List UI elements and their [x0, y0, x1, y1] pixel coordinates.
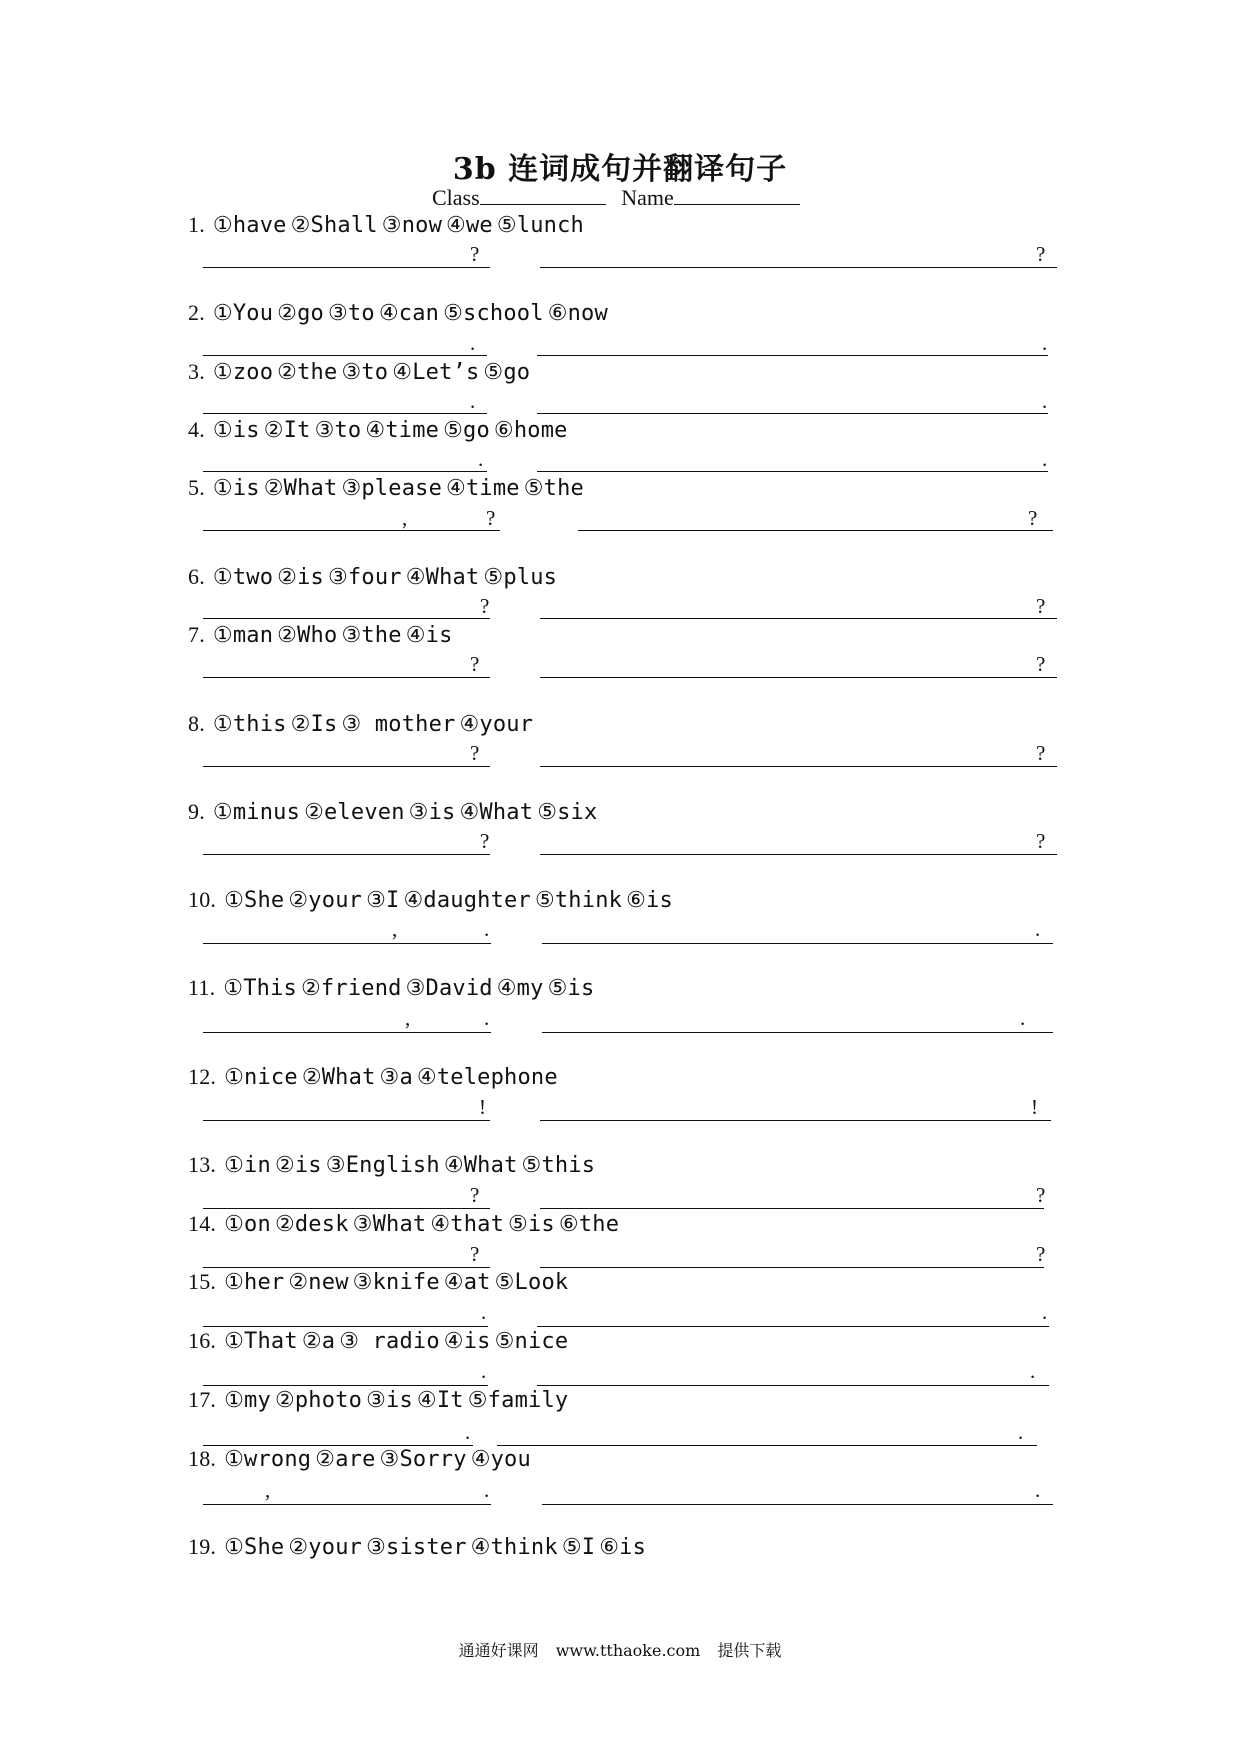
- question-12: [188, 1064, 562, 1090]
- word-option: ⑤think: [534, 888, 623, 913]
- question-number: 12.: [188, 1064, 217, 1089]
- punctuation-mark: ?: [470, 1183, 480, 1207]
- word-option: ④time: [365, 418, 440, 443]
- translation-line[interactable]: [540, 677, 1057, 678]
- answer-line[interactable]: [203, 1326, 488, 1327]
- word-option: ④is: [443, 1329, 491, 1354]
- word-option: ②Shall: [290, 213, 378, 238]
- punctuation-mark: ?: [1036, 1183, 1046, 1207]
- word-option: ①her: [224, 1270, 285, 1295]
- word-option: ③now: [381, 213, 443, 238]
- word-option: ⑤the: [523, 476, 584, 501]
- punctuation-mark: .: [1042, 447, 1048, 471]
- question-9: [188, 799, 601, 825]
- word-option: ④It: [416, 1388, 464, 1413]
- word-option: ①nice: [224, 1065, 298, 1090]
- translation-line[interactable]: [497, 1445, 1037, 1446]
- punctuation-mark: .: [1042, 1300, 1048, 1324]
- question-8: [188, 711, 537, 737]
- translation-line[interactable]: [537, 1385, 1049, 1386]
- translation-line[interactable]: [540, 1208, 1044, 1209]
- punctuation-mark: ?: [1036, 652, 1046, 676]
- question-number: 5.: [188, 475, 205, 500]
- question-number: 3.: [188, 359, 205, 384]
- punctuation-mark: ?: [1036, 741, 1046, 765]
- word-option: ③English: [325, 1153, 440, 1178]
- word-option: ④at: [443, 1270, 491, 1295]
- word-option: ①zoo: [212, 360, 274, 385]
- word-option: ③please: [341, 476, 443, 501]
- question-11: [188, 975, 598, 1001]
- question-number: 18.: [188, 1446, 217, 1471]
- translation-line[interactable]: [537, 471, 1048, 472]
- word-option: ②is: [277, 565, 324, 590]
- question-3: [188, 359, 534, 385]
- word-option: ②It: [263, 418, 311, 443]
- punctuation-mark: ,: [392, 917, 398, 941]
- punctuation-mark: ?: [1036, 829, 1046, 853]
- punctuation-mark: ?: [1036, 242, 1046, 266]
- punctuation-mark: .: [1042, 389, 1048, 413]
- punctuation-mark: ?: [470, 652, 480, 676]
- question-number: 4.: [188, 417, 205, 442]
- question-number: 17.: [188, 1387, 217, 1412]
- punctuation-mark: .: [484, 917, 490, 941]
- word-option: ①this: [212, 712, 287, 737]
- answer-line[interactable]: [203, 267, 490, 268]
- question-number: 1.: [188, 212, 205, 237]
- answer-line[interactable]: [203, 854, 490, 855]
- word-option: ④that: [430, 1212, 505, 1237]
- word-option: ④we: [446, 213, 493, 238]
- question-4: [188, 417, 572, 443]
- question-14: [188, 1211, 623, 1237]
- word-option: ④Let’s: [392, 360, 480, 385]
- word-option: ①She: [224, 1535, 285, 1560]
- word-option: ⑥is: [626, 888, 673, 913]
- question-15: [188, 1269, 572, 1295]
- answer-line[interactable]: [203, 1120, 490, 1121]
- word-option: ⑤go: [483, 360, 531, 385]
- punctuation-mark: ?: [470, 242, 480, 266]
- question-number: 2.: [188, 300, 205, 325]
- word-option: ⑤family: [467, 1388, 569, 1413]
- word-option: ②your: [288, 1535, 363, 1560]
- word-option: ①on: [224, 1212, 271, 1237]
- translation-line[interactable]: [540, 267, 1057, 268]
- word-option: ①She: [224, 888, 285, 913]
- name-blank[interactable]: [674, 184, 800, 205]
- punctuation-mark: .: [1035, 1478, 1041, 1502]
- answer-line[interactable]: [203, 530, 500, 531]
- punctuation-mark: .: [470, 389, 476, 413]
- answer-line[interactable]: [203, 1385, 488, 1386]
- word-option: ④daughter: [403, 888, 531, 913]
- translation-line[interactable]: [540, 1267, 1044, 1268]
- word-option: ②your: [288, 888, 363, 913]
- word-option: ③What: [352, 1212, 427, 1237]
- word-option: ③I: [366, 888, 400, 913]
- word-option: ④can: [378, 301, 440, 326]
- question-13: [188, 1152, 599, 1178]
- question-number: 10.: [188, 887, 217, 912]
- word-option: ④think: [470, 1535, 558, 1560]
- class-blank[interactable]: [480, 184, 606, 205]
- word-option: ⑥the: [558, 1212, 620, 1237]
- question-10: [188, 887, 677, 913]
- word-option: ②a: [301, 1329, 336, 1354]
- translation-line[interactable]: [542, 943, 1053, 944]
- answer-line[interactable]: [203, 677, 490, 678]
- word-option: ③a: [379, 1065, 413, 1090]
- punctuation-mark: ,: [405, 1006, 411, 1030]
- answer-line[interactable]: [203, 1032, 491, 1033]
- word-option: ③to: [328, 301, 375, 326]
- translation-line[interactable]: [540, 766, 1057, 767]
- punctuation-mark: ?: [1036, 1242, 1046, 1266]
- translation-line[interactable]: [540, 854, 1057, 855]
- word-option: ②the: [277, 360, 338, 385]
- word-option: ②friend: [301, 976, 402, 1001]
- question-16: [188, 1328, 572, 1354]
- word-option: ②Is: [290, 712, 338, 737]
- word-option: ⑤plus: [483, 565, 558, 590]
- word-option: ②are: [315, 1447, 376, 1472]
- word-option: ②photo: [274, 1388, 363, 1413]
- question-number: 13.: [188, 1152, 217, 1177]
- answer-line[interactable]: [203, 943, 491, 944]
- question-7: [188, 622, 457, 648]
- question-18: [188, 1446, 535, 1472]
- punctuation-mark: .: [481, 1300, 487, 1324]
- class-label: Class: [432, 185, 480, 210]
- footer: [0, 1638, 1240, 1661]
- punctuation-mark: !: [1031, 1095, 1038, 1119]
- word-option: ②desk: [274, 1212, 349, 1237]
- word-option: ③to: [314, 418, 362, 443]
- punctuation-mark: .: [1035, 917, 1041, 941]
- word-option: ④What: [443, 1153, 518, 1178]
- word-option: ⑤six: [537, 800, 598, 825]
- word-option: ②eleven: [304, 800, 405, 825]
- word-option: ③the: [341, 623, 402, 648]
- answer-line[interactable]: [203, 1208, 490, 1209]
- punctuation-mark: !: [479, 1095, 486, 1119]
- question-number: 7.: [188, 622, 205, 647]
- question-number: 15.: [188, 1269, 217, 1294]
- word-option: ⑤school: [443, 301, 544, 326]
- word-option: ⑤I: [561, 1535, 596, 1560]
- word-option: ⑤Look: [494, 1270, 569, 1295]
- word-option: ①in: [224, 1153, 271, 1178]
- word-option: ④you: [470, 1447, 531, 1472]
- punctuation-mark: .: [1020, 1006, 1026, 1030]
- word-option: ③ radio: [339, 1329, 440, 1354]
- translation-line[interactable]: [578, 530, 1053, 531]
- translation-line[interactable]: [542, 1504, 1053, 1505]
- word-option: ①You: [212, 301, 274, 326]
- punctuation-mark: ?: [470, 1242, 480, 1266]
- word-option: ②is: [274, 1153, 322, 1178]
- word-option: ⑤nice: [494, 1329, 569, 1354]
- punctuation-mark: .: [1030, 1359, 1036, 1383]
- class-name-row: [432, 184, 800, 211]
- word-option: ①wrong: [224, 1447, 312, 1472]
- word-option: ⑥is: [599, 1535, 647, 1560]
- name-label: Name: [621, 185, 674, 210]
- word-option: ③four: [328, 565, 402, 590]
- punctuation-mark: ?: [480, 594, 490, 618]
- punctuation-mark: .: [484, 1006, 490, 1030]
- word-option: ①two: [212, 565, 274, 590]
- question-number: 11.: [188, 975, 216, 1000]
- question-6: [188, 564, 561, 590]
- word-option: ①have: [212, 213, 287, 238]
- word-option: ①This: [223, 976, 297, 1001]
- punctuation-mark: ?: [480, 829, 490, 853]
- word-option: ⑤this: [521, 1153, 596, 1178]
- question-number: 6.: [188, 564, 205, 589]
- word-option: ①That: [224, 1329, 298, 1354]
- word-option: ③to: [341, 360, 389, 385]
- word-option: ④What: [459, 800, 534, 825]
- translation-line[interactable]: [540, 1120, 1051, 1121]
- word-option: ⑥now: [547, 301, 608, 326]
- word-option: ③David: [405, 976, 493, 1001]
- answer-line[interactable]: [203, 766, 490, 767]
- word-option: ⑥home: [493, 418, 568, 443]
- question-5: [188, 475, 588, 501]
- answer-line[interactable]: [203, 471, 487, 472]
- word-option: ④What: [405, 565, 480, 590]
- question-1: [188, 212, 588, 238]
- question-number: 9.: [188, 799, 205, 824]
- word-option: ②What: [301, 1065, 376, 1090]
- word-option: ⑤lunch: [496, 213, 585, 238]
- question-number: 14.: [188, 1211, 217, 1236]
- word-option: ②new: [288, 1270, 349, 1295]
- word-option: ①man: [212, 623, 274, 648]
- translation-line[interactable]: [537, 355, 1048, 356]
- answer-line[interactable]: [203, 1267, 490, 1268]
- page-title: 3b 连词成句并翻译句子: [452, 152, 788, 187]
- footer-suffix: 提供下载: [717, 1641, 782, 1660]
- translation-line[interactable]: [537, 1326, 1049, 1327]
- word-option: ③is: [408, 800, 456, 825]
- question-17: [188, 1387, 572, 1413]
- punctuation-mark: .: [465, 1420, 471, 1444]
- translation-line[interactable]: [540, 618, 1057, 619]
- footer-url: www.tthaoke.com: [555, 1641, 701, 1660]
- answer-line[interactable]: [203, 413, 487, 414]
- word-option: ⑤is: [508, 1212, 555, 1237]
- question-number: 16.: [188, 1328, 217, 1353]
- word-option: ③knife: [352, 1270, 440, 1295]
- punctuation-mark: .: [478, 447, 484, 471]
- word-option: ⑤is: [547, 976, 595, 1001]
- question-19: [188, 1534, 650, 1560]
- punctuation-mark: ?: [1036, 594, 1046, 618]
- word-option: ①is: [212, 418, 260, 443]
- word-option: ①is: [212, 476, 260, 501]
- punctuation-mark: .: [1042, 331, 1048, 355]
- question-number: 19.: [188, 1534, 217, 1559]
- answer-line[interactable]: [203, 1504, 491, 1505]
- word-option: ⑤go: [443, 418, 490, 443]
- punctuation-mark: .: [470, 331, 476, 355]
- punctuation-mark: ?: [1028, 506, 1038, 530]
- word-option: ③sister: [366, 1535, 467, 1560]
- word-option: ④is: [405, 623, 453, 648]
- answer-line[interactable]: [203, 618, 490, 619]
- question-2: [188, 300, 612, 326]
- translation-line[interactable]: [542, 1032, 1053, 1033]
- punctuation-mark: ,: [265, 1478, 271, 1502]
- word-option: ③Sorry: [379, 1447, 467, 1472]
- word-option: ④your: [459, 712, 534, 737]
- word-option: ②What: [263, 476, 338, 501]
- punctuation-mark: ?: [486, 506, 496, 530]
- footer-brand: 通通好课网: [458, 1641, 539, 1660]
- word-option: ④time: [446, 476, 520, 501]
- word-option: ②Who: [277, 623, 338, 648]
- word-option: ③is: [366, 1388, 413, 1413]
- translation-line[interactable]: [537, 413, 1048, 414]
- word-option: ④my: [496, 976, 544, 1001]
- word-option: ②go: [277, 301, 324, 326]
- punctuation-mark: ?: [470, 741, 480, 765]
- punctuation-mark: .: [484, 1478, 490, 1502]
- punctuation-mark: ,: [402, 506, 408, 530]
- answer-line[interactable]: [203, 355, 487, 356]
- word-option: ①my: [224, 1388, 271, 1413]
- punctuation-mark: .: [481, 1359, 487, 1383]
- word-option: ③ mother: [341, 712, 456, 737]
- word-option: ①minus: [212, 800, 301, 825]
- question-number: 8.: [188, 711, 205, 736]
- punctuation-mark: .: [1018, 1420, 1024, 1444]
- word-option: ④telephone: [416, 1065, 558, 1090]
